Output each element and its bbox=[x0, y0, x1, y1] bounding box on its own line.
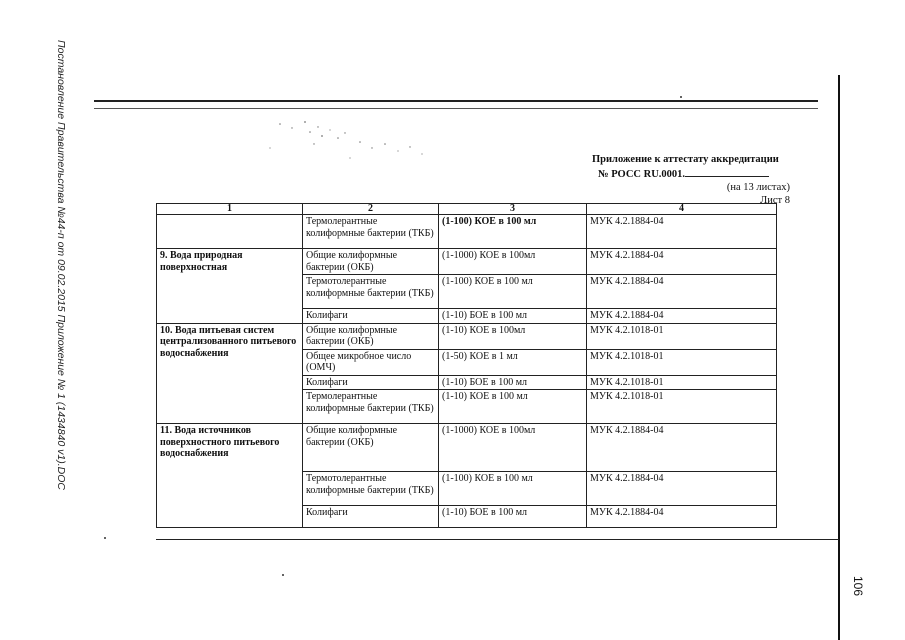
indicator-cell: Общее микробное число (ОМЧ) bbox=[303, 349, 439, 375]
certificate-number: РОСС RU.0001. bbox=[611, 169, 686, 180]
sheet-label: Лист 8 bbox=[760, 195, 790, 206]
table-row bbox=[157, 249, 777, 275]
range-cell: (1-10) КОЕ в 100мл bbox=[439, 323, 587, 349]
table-header-row bbox=[157, 204, 777, 215]
column-header: 3 bbox=[439, 204, 587, 215]
method-cell: МУК 4.2.1884-04 bbox=[587, 215, 777, 249]
indicator-cell: Общие колиформные бактерии (ОКБ) bbox=[303, 424, 439, 472]
indicator-cell: Колифаги bbox=[303, 375, 439, 390]
method-cell: МУК 4.2.1018-01 bbox=[587, 375, 777, 390]
column-header: 1 bbox=[157, 204, 303, 215]
scan-speck bbox=[680, 96, 682, 98]
page-number bbox=[848, 576, 868, 596]
object-cell: 11. Вода источников поверхностного питьевого водоснабжения bbox=[157, 424, 303, 528]
appendix-header bbox=[560, 153, 790, 207]
table-row bbox=[157, 215, 777, 249]
method-cell: МУК 4.2.1018-01 bbox=[587, 349, 777, 375]
scan-noise bbox=[250, 118, 450, 168]
method-cell: МУК 4.2.1884-04 bbox=[587, 275, 777, 309]
top-rule-thin bbox=[94, 108, 818, 109]
scan-speck bbox=[282, 574, 284, 576]
method-cell: МУК 4.2.1018-01 bbox=[587, 390, 777, 424]
top-rule bbox=[94, 100, 818, 102]
method-cell: МУК 4.2.1884-04 bbox=[587, 472, 777, 506]
indicator-cell: Общие колиформные бактерии (ОКБ) bbox=[303, 323, 439, 349]
accreditation-number bbox=[560, 166, 790, 181]
range-cell: (1-10) БОЕ в 100 мл bbox=[439, 375, 587, 390]
range-cell: (1-100) КОЕ в 100 мл bbox=[439, 215, 587, 249]
page-number-text: 106 bbox=[851, 575, 865, 597]
indicator-cell: Термотолерантные колиформные бактерии (ТКБ) bbox=[303, 472, 439, 506]
sheets-count: (на 13 листах) bbox=[726, 182, 790, 193]
range-cell: (1-50) КОЕ в 1 мл bbox=[439, 349, 587, 375]
method-cell: МУК 4.2.1018-01 bbox=[587, 323, 777, 349]
document-filename-text: Постановление Правительства №44-п от 09.02.2015 Приложение № 1 (1434840 v1).DOC bbox=[55, 40, 67, 490]
table-row bbox=[157, 323, 777, 349]
range-cell: (1-100) КОЕ в 100 мл bbox=[439, 472, 587, 506]
method-cell: МУК 4.2.1884-04 bbox=[587, 424, 777, 472]
range-cell: (1-1000) КОЕ в 100мл bbox=[439, 424, 587, 472]
method-cell: МУК 4.2.1884-04 bbox=[587, 506, 777, 528]
method-cell: МУК 4.2.1884-04 bbox=[587, 249, 777, 275]
scan-speck bbox=[104, 537, 106, 539]
range-cell: (1-100) КОЕ в 100 мл bbox=[439, 275, 587, 309]
indicator-cell: Термолерантные колиформные бактерии (ТКБ) bbox=[303, 390, 439, 424]
object-cell: 9. Вода природная поверхностная bbox=[157, 249, 303, 324]
method-cell: МУК 4.2.1884-04 bbox=[587, 309, 777, 324]
indicator-cell: Термолерантные колиформные бактерии (ТКБ) bbox=[303, 215, 439, 249]
object-cell bbox=[157, 215, 303, 249]
column-header: 2 bbox=[303, 204, 439, 215]
right-border bbox=[838, 75, 840, 640]
number-blank-line bbox=[685, 166, 769, 177]
range-cell: (1-1000) КОЕ в 100мл bbox=[439, 249, 587, 275]
indicator-cell: Колифаги bbox=[303, 506, 439, 528]
object-cell: 10. Вода питьевая систем централизованного питьевого водоснабжения bbox=[157, 323, 303, 424]
column-header: 4 bbox=[587, 204, 777, 215]
appendix-title: Приложение к аттестату аккредитации bbox=[592, 154, 779, 165]
document-filename-note bbox=[46, 40, 76, 490]
range-cell: (1-10) БОЕ в 100 мл bbox=[439, 309, 587, 324]
table-row bbox=[157, 424, 777, 472]
accreditation-table bbox=[156, 203, 776, 528]
number-sign: № bbox=[598, 169, 609, 180]
indicator-cell: Термотолерантные колиформные бактерии (ТКБ) bbox=[303, 275, 439, 309]
bottom-rule bbox=[156, 539, 839, 540]
range-cell: (1-10) БОЕ в 100 мл bbox=[439, 506, 587, 528]
indicator-cell: Колифаги bbox=[303, 309, 439, 324]
indicator-cell: Общие колиформные бактерии (ОКБ) bbox=[303, 249, 439, 275]
range-cell: (1-10) КОЕ в 100 мл bbox=[439, 390, 587, 424]
